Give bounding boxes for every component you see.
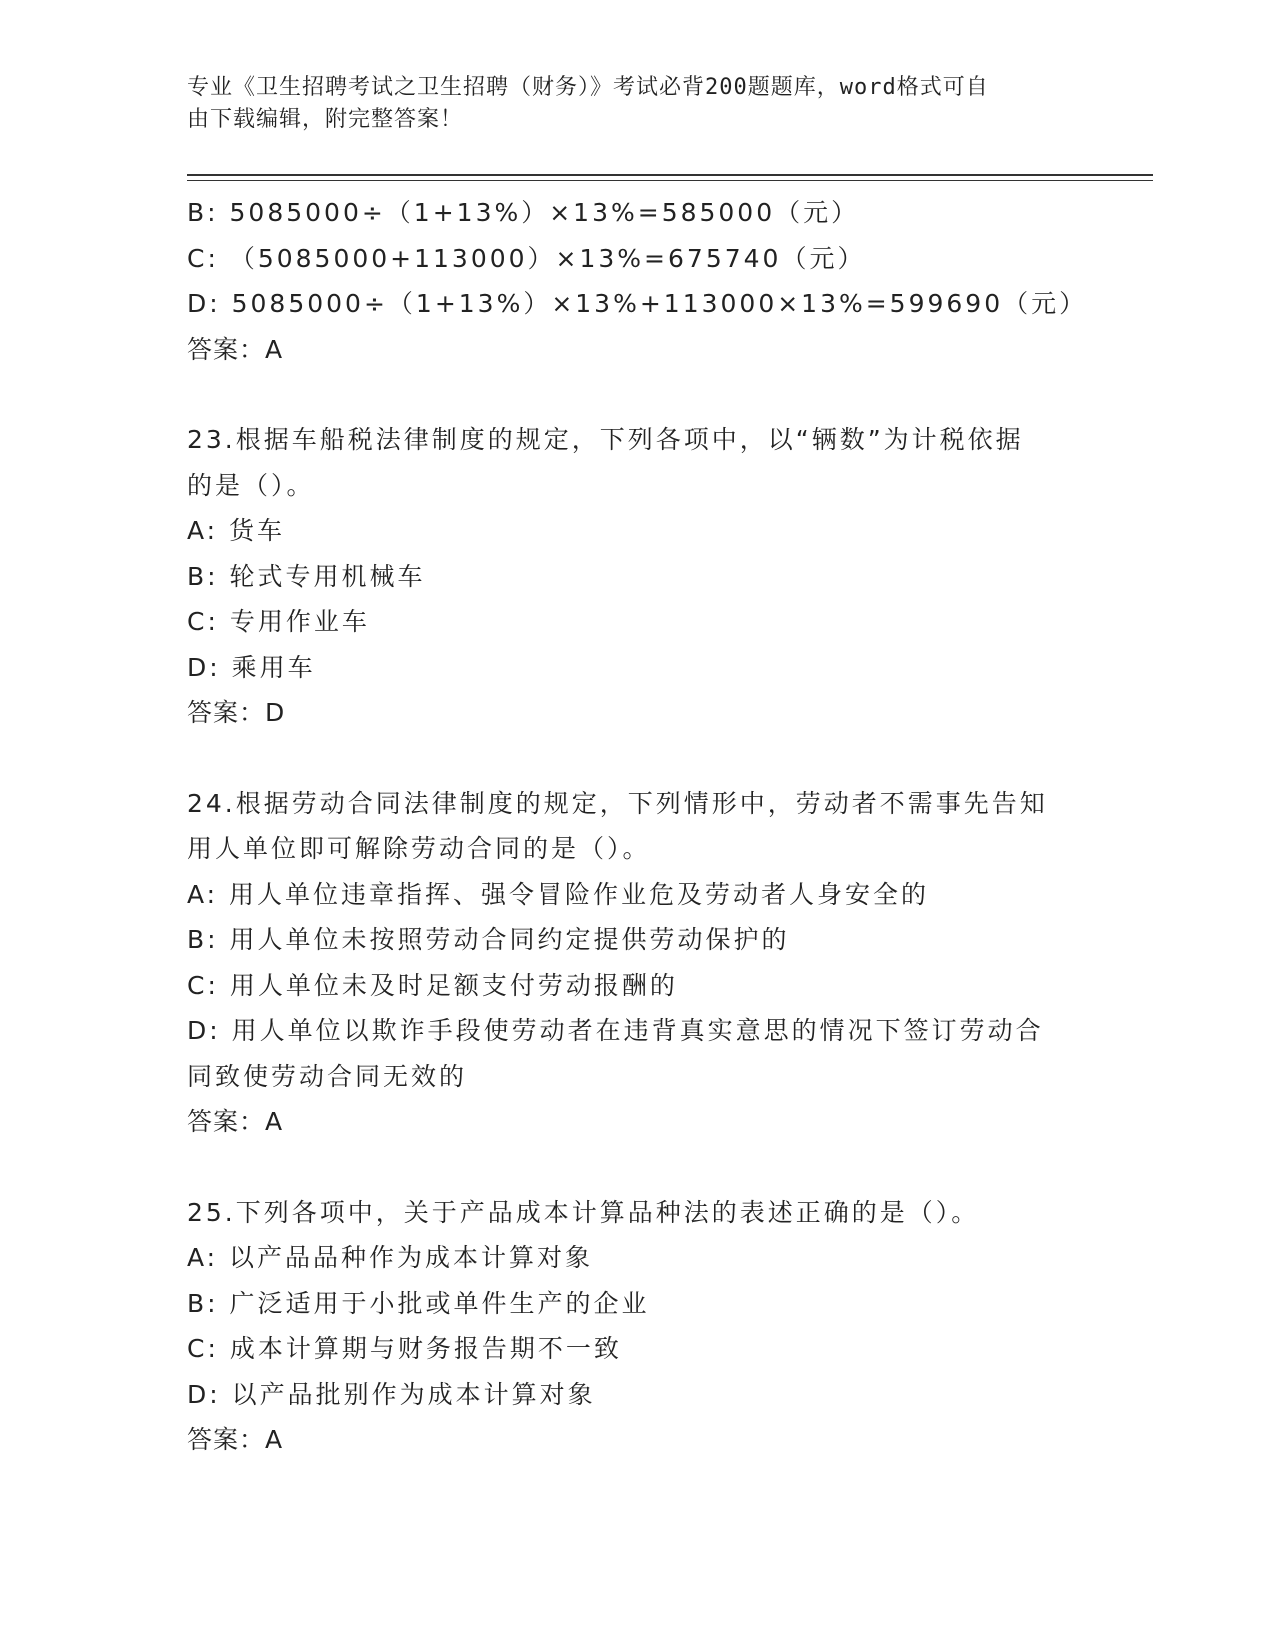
option-a: A: 以产品品种作为成本计算对象 xyxy=(187,1243,594,1272)
answer: 答案：D xyxy=(187,698,286,727)
option-c: C: 成本计算期与财务报告期不一致 xyxy=(187,1334,622,1363)
question-25 xyxy=(187,1190,1087,1463)
answer: 答案：A xyxy=(187,1425,284,1454)
option-d: D: 5085000÷（1+13%）×13%+113000×13%=599690（元） xyxy=(187,289,1088,318)
question-23 xyxy=(187,417,1087,736)
option-d-cont: 同致使劳动合同无效的 xyxy=(187,1061,468,1091)
option-a: A: 货车 xyxy=(187,516,286,545)
option-c: C: 用人单位未及时足额支付劳动报酬的 xyxy=(187,970,678,1000)
option-b: B: 用人单位未按照劳动合同约定提供劳动保护的 xyxy=(187,925,790,954)
header-line-1: 专业《卫生招聘考试之卫生招聘（财务）》考试必背200题题库，word格式可自 xyxy=(187,75,989,100)
page-header xyxy=(187,72,1067,136)
option-a: A: 用人单位违章指挥、强令冒险作业危及劳动者人身安全的 xyxy=(187,879,930,909)
option-c: C: （5085000+113000）×13%=675740（元） xyxy=(187,243,866,273)
question-24 xyxy=(187,781,1087,1145)
option-b: B: 广泛适用于小批或单件生产的企业 xyxy=(187,1288,650,1318)
option-d: D: 乘用车 xyxy=(187,652,316,682)
header-line-2: 由下载编辑，附完整答案！ xyxy=(187,107,464,132)
question-stem: 24.根据劳动合同法律制度的规定，下列情形中，劳动者不需事先告知 xyxy=(187,788,1048,818)
answer: 答案：A xyxy=(187,334,284,364)
question-stem: 25.下列各项中，关于产品成本计算品种法的表述正确的是（）。 xyxy=(187,1197,980,1227)
header-divider-thin xyxy=(187,180,1153,181)
answer: 答案：A xyxy=(187,1107,284,1136)
option-c: C: 专用作业车 xyxy=(187,607,370,636)
option-b: B: 5085000÷（1+13%）×13%=585000（元） xyxy=(187,198,860,227)
option-d: D: 以产品批别作为成本计算对象 xyxy=(187,1379,596,1409)
question-stem-cont: 用人单位即可解除劳动合同的是（）。 xyxy=(187,834,651,863)
option-d: D: 用人单位以欺诈手段使劳动者在违背真实意思的情况下签订劳动合 xyxy=(187,1016,1044,1045)
question-stem-cont: 的是（）。 xyxy=(187,470,315,500)
question-list xyxy=(187,190,1087,1463)
header-divider-thick xyxy=(187,174,1153,176)
question-stem: 23.根据车船税法律制度的规定，下列各项中，以“辆数”为计税依据 xyxy=(187,425,1024,454)
option-b: B: 轮式专用机械车 xyxy=(187,561,426,591)
question-22-tail xyxy=(187,190,1087,372)
